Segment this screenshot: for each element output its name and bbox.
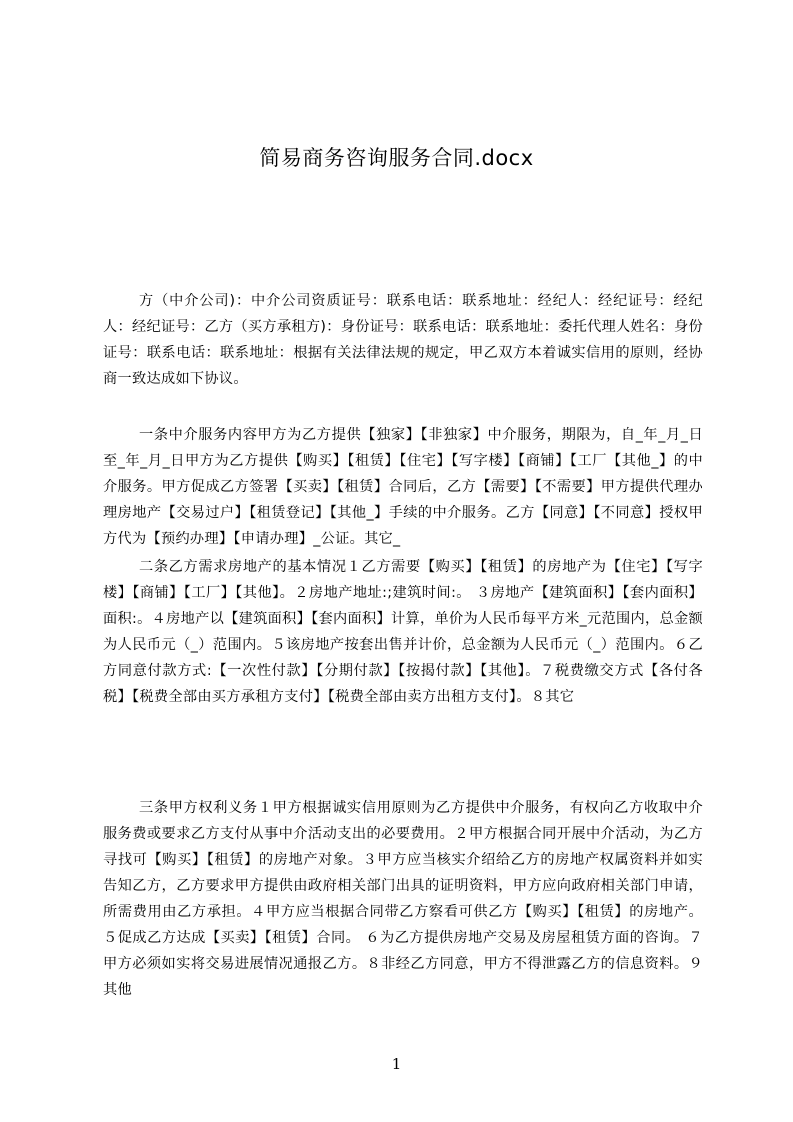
- paragraph-article-3: 三条甲方权利义务１甲方根据诚实信用原则为乙方提供中介服务，有权向乙方收取中介服务费或要求乙方支付从事中介活动支出的必要费用。２甲方根据合同开展中介活动，为乙方寻找可【购买】【租赁】的房地产对象。３甲方应当核实介绍给乙方的房地产权属资料并如实告知乙方，乙方要求甲方提供由政府相关部门出具的证明资料，甲方应向政府相关部门申请，所需费用由乙方承担。４甲方应当根据合同带乙方察看可供乙方【购买】【租赁】的房地产。５促成乙方达成【买卖】【租赁】合同。 ６为乙方提供房地产交易及房屋租赁方面的咨询。７甲方必须如实将交易进展情况通报乙方。８非经乙方同意，甲方不得泄露乙方的信息资料。９其他: [103, 800, 703, 998]
- paragraph-article-1: 一条中介服务内容甲方为乙方提供【独家】【非独家】中介服务，期限为，自_年_月_日至_年_月_日甲方为乙方提供【购买】【租赁】【住宅】【写字楼】【商铺】【工厂【其他_】的中介服务。甲方促成乙方签署【买卖】【租赁】合同后，乙方【需要】【不需要】甲方提供代理办理房地产【交易过户】【租赁登记】【其他_】手续的中介服务。乙方【同意】【不同意】授权甲方代为【预约办理】【申请办理】_公证。其它_: [103, 427, 703, 547]
- paragraph-preamble: 方（中介公司)：中介公司资质证号：联系电话：联系地址：经纪人：经纪证号：经纪人：经纪证号：乙方（买方承租方)：身份证号：联系电话：联系地址：委托代理人姓名：身份证号：联系电话：联系地址：根据有关法律法规的规定，甲乙双方本着诚实信用的原则，经协商一致达成如下协议。: [103, 293, 703, 387]
- paragraph-article-2: 二条乙方需求房地产的基本情况１乙方需要【购买】【租赁】的房地产为【住宅】【写字楼】【商铺】【工厂】【其他】。２房地产地址:;建筑时间:。 ３房地产【建筑面积】【套内面积】面积:。４房地产以【建筑面积】【套内面积】计算，单价为人民币每平方米_元范围内，总金额为人民币元（_）范围内。５该房地产按套出售并计价，总金额为人民币元（_）范围内。６乙方同意付款方式:【一次性付款】【分期付款】【按揭付款】【其他】。７税费缴交方式【各付各税】【税费全部由买方承租方支付】【税费全部由卖方出租方支付】。８其它: [103, 559, 703, 705]
- document-title: 简易商务咨询服务合同.docx: [259, 146, 534, 170]
- page-number: 1: [391, 1055, 402, 1073]
